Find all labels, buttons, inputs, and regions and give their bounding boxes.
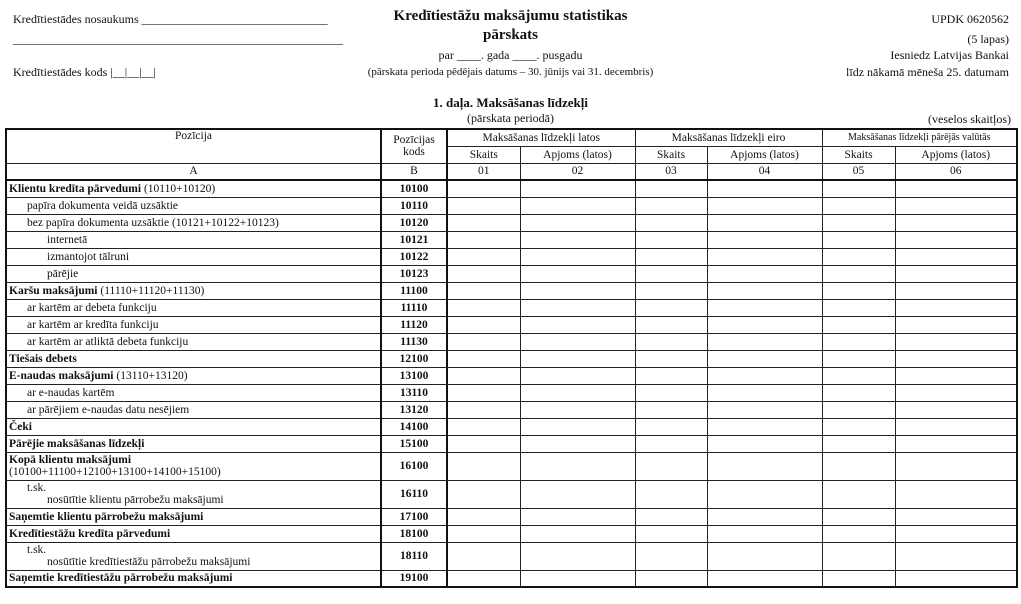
data-cell[interactable] [895,542,1017,570]
table-row [6,401,1017,418]
data-cell[interactable] [635,435,707,452]
institution-name-field-line2[interactable]: _______________________________________________________ [13,32,343,46]
data-cell[interactable] [635,282,707,299]
data-cell[interactable] [895,367,1017,384]
data-cell[interactable] [895,214,1017,231]
row-code: 16100 [381,452,447,480]
data-cell[interactable] [707,367,822,384]
data-cell[interactable] [447,248,520,265]
row-code: 15100 [381,435,447,452]
data-cell[interactable] [895,401,1017,418]
data-cell[interactable] [822,265,895,282]
data-cell[interactable] [707,265,822,282]
data-cell[interactable] [520,350,635,367]
row-code: 10110 [381,197,447,214]
data-cell[interactable] [447,435,520,452]
col-num-02: 02 [520,163,635,180]
group-header-euro: Maksāšanas līdzekļi eiro [635,129,822,146]
row-label: Saņemtie klientu pārrobežu maksājumi [6,508,381,525]
data-cell[interactable] [895,299,1017,316]
col-letter-a: A [6,163,381,180]
row-code: 11130 [381,333,447,350]
row-label: Karšu maksājumi (11110+11120+11130) [6,282,381,299]
data-cell[interactable] [635,525,707,542]
data-cell[interactable] [447,384,520,401]
data-cell[interactable] [707,508,822,525]
data-cell[interactable] [447,480,520,508]
data-cell[interactable] [707,282,822,299]
table-row [6,508,1017,525]
form-code: UPDK 0620562 [931,12,1009,26]
data-cell[interactable] [520,282,635,299]
sub-header-volume: Apjoms (latos) [707,146,822,163]
sub-header-count: Skaits [635,146,707,163]
data-cell[interactable] [520,525,635,542]
data-cell[interactable] [822,333,895,350]
data-cell[interactable] [520,197,635,214]
data-cell[interactable] [447,282,520,299]
data-cell[interactable] [447,299,520,316]
table-row [6,418,1017,435]
data-cell[interactable] [447,570,520,587]
data-cell[interactable] [822,384,895,401]
data-cell[interactable] [822,401,895,418]
data-cell[interactable] [895,570,1017,587]
row-code: 17100 [381,508,447,525]
group-header-other: Maksāšanas līdzekļi pārējās valūtās [822,129,1017,146]
col-header-position: Pozīcija [6,129,381,163]
table-row [6,299,1017,316]
row-code: 11110 [381,299,447,316]
data-cell[interactable] [822,180,895,197]
data-cell[interactable] [707,452,822,480]
data-cell[interactable] [447,542,520,570]
data-cell[interactable] [822,418,895,435]
data-cell[interactable] [635,248,707,265]
data-cell[interactable] [635,542,707,570]
col-letter-b: B [381,163,447,180]
institution-code-label: Kredītiestādes kods [13,65,108,79]
data-cell[interactable] [447,265,520,282]
col-num-06: 06 [895,163,1017,180]
data-cell[interactable] [895,197,1017,214]
data-cell[interactable] [447,231,520,248]
data-cell[interactable] [707,231,822,248]
table-row [6,231,1017,248]
data-cell[interactable] [707,384,822,401]
data-cell[interactable] [635,384,707,401]
col-num-05: 05 [822,163,895,180]
data-cell[interactable] [895,231,1017,248]
data-cell[interactable] [520,542,635,570]
row-code: 10121 [381,231,447,248]
table-row [6,367,1017,384]
sub-header-volume: Apjoms (latos) [520,146,635,163]
row-code: 18110 [381,542,447,570]
data-cell[interactable] [635,316,707,333]
data-cell[interactable] [635,350,707,367]
data-cell[interactable] [895,316,1017,333]
row-label: pārējie [6,265,381,282]
col-header-code: Pozīcijas kods [381,129,447,163]
data-cell[interactable] [520,418,635,435]
data-cell[interactable] [822,452,895,480]
data-cell[interactable] [822,480,895,508]
data-cell[interactable] [635,508,707,525]
data-cell[interactable] [895,480,1017,508]
data-cell[interactable] [822,299,895,316]
data-cell[interactable] [635,299,707,316]
data-cell[interactable] [520,480,635,508]
row-label: ar kartēm ar kredīta funkciju [6,316,381,333]
data-cell[interactable] [520,508,635,525]
data-cell[interactable] [635,197,707,214]
deadline: līdz nākamā mēneša 25. datumam [846,65,1009,79]
data-cell[interactable] [447,367,520,384]
unit-note: (veselos skaitļos) [928,112,1011,126]
data-cell[interactable] [707,214,822,231]
table-row [6,197,1017,214]
institution-code-boxes[interactable]: |__|__|__| [110,65,156,79]
data-cell[interactable] [707,570,822,587]
data-cell[interactable] [895,180,1017,197]
row-code: 19100 [381,570,447,587]
data-cell[interactable] [895,384,1017,401]
table-row [6,480,1017,508]
col-num-03: 03 [635,163,707,180]
row-code: 10122 [381,248,447,265]
data-cell[interactable] [520,180,635,197]
data-cell[interactable] [635,452,707,480]
data-cell[interactable] [520,570,635,587]
row-label: Kredītiestāžu kredīta pārvedumi [6,525,381,542]
row-label: t.sk. nosūtītie kredītiestāžu pārrobežu maksājumi [6,542,381,570]
data-cell[interactable] [520,299,635,316]
row-code: 10120 [381,214,447,231]
data-cell[interactable] [707,418,822,435]
data-cell[interactable] [707,333,822,350]
data-cell[interactable] [895,525,1017,542]
data-cell[interactable] [822,508,895,525]
data-cell[interactable] [822,570,895,587]
row-code: 14100 [381,418,447,435]
row-label: bez papīra dokumenta uzsāktie (10121+10122+10123) [6,214,381,231]
data-cell[interactable] [635,333,707,350]
data-cell[interactable] [447,180,520,197]
data-cell[interactable] [447,508,520,525]
row-label: ar e-naudas kartēm [6,384,381,401]
data-cell[interactable] [520,401,635,418]
data-cell[interactable] [822,435,895,452]
data-cell[interactable] [895,333,1017,350]
data-cell[interactable] [447,333,520,350]
data-cell[interactable] [822,367,895,384]
row-code: 10100 [381,180,447,197]
data-cell[interactable] [520,435,635,452]
data-cell[interactable] [707,525,822,542]
data-cell[interactable] [707,180,822,197]
table-row [6,333,1017,350]
institution-name-field[interactable]: _______________________________ [141,12,328,26]
data-cell[interactable] [822,316,895,333]
data-cell[interactable] [707,435,822,452]
row-code: 13120 [381,401,447,418]
data-cell[interactable] [822,214,895,231]
data-cell[interactable] [707,401,822,418]
row-label: Kopā klientu maksājumi (10100+11100+12100+13100+14100+15100) [6,452,381,480]
row-code: 11100 [381,282,447,299]
table-row [6,435,1017,452]
sub-header-count: Skaits [822,146,895,163]
row-code: 11120 [381,316,447,333]
sub-header-count: Skaits [447,146,520,163]
row-label: ar pārējiem e-naudas datu nesējiem [6,401,381,418]
data-cell[interactable] [707,480,822,508]
col-num-04: 04 [707,163,822,180]
row-label: E-naudas maksājumi (13110+13120) [6,367,381,384]
table-row [6,214,1017,231]
row-label: t.sk. nosūtītie klientu pārrobežu maksājumi [6,480,381,508]
data-cell[interactable] [447,525,520,542]
data-cell[interactable] [520,452,635,480]
data-cell[interactable] [895,350,1017,367]
data-cell[interactable] [895,418,1017,435]
table-row [6,248,1017,265]
row-code: 13110 [381,384,447,401]
row-label: Pārējie maksāšanas līdzekļi [6,435,381,452]
table-row [6,570,1017,587]
table-row [6,316,1017,333]
data-cell[interactable] [822,542,895,570]
data-cell[interactable] [635,231,707,248]
data-cell[interactable] [707,350,822,367]
col-num-01: 01 [447,163,520,180]
data-cell[interactable] [635,180,707,197]
data-cell[interactable] [895,248,1017,265]
data-cell[interactable] [447,316,520,333]
data-cell[interactable] [635,367,707,384]
data-cell[interactable] [707,299,822,316]
data-cell[interactable] [635,401,707,418]
data-cell[interactable] [447,452,520,480]
row-label: ar kartēm ar atliktā debeta funkciju [6,333,381,350]
data-cell[interactable] [635,214,707,231]
table-row [6,452,1017,480]
sub-header-volume: Apjoms (latos) [895,146,1017,163]
data-cell[interactable] [520,316,635,333]
data-cell[interactable] [822,525,895,542]
data-cell[interactable] [822,231,895,248]
data-cell[interactable] [447,350,520,367]
data-cell[interactable] [635,570,707,587]
row-code: 18100 [381,525,447,542]
data-cell[interactable] [895,435,1017,452]
table-row [6,384,1017,401]
data-cell[interactable] [707,542,822,570]
data-cell[interactable] [895,452,1017,480]
table-row [6,180,1017,197]
pages-count: (5 lapas) [967,32,1009,46]
table-row [6,525,1017,542]
data-cell[interactable] [707,197,822,214]
row-label: papīra dokumenta veidā uzsāktie [6,197,381,214]
data-cell[interactable] [895,282,1017,299]
data-cell[interactable] [822,248,895,265]
data-cell[interactable] [520,248,635,265]
data-cell[interactable] [447,214,520,231]
row-label: Tiešais debets [6,350,381,367]
data-cell[interactable] [895,508,1017,525]
data-cell[interactable] [520,367,635,384]
table-row [6,265,1017,282]
group-header-lats: Maksāšanas līdzekļi latos [447,129,635,146]
row-label: internetā [6,231,381,248]
table-row [6,350,1017,367]
data-cell[interactable] [520,265,635,282]
data-cell[interactable] [520,333,635,350]
data-cell[interactable] [635,418,707,435]
row-label: Klientu kredīta pārvedumi (10110+10120) [6,180,381,197]
table-row [6,542,1017,570]
row-code: 10123 [381,265,447,282]
report-title-line1: Kredītiestāžu maksājumu statistikas [393,8,628,24]
data-cell[interactable] [822,350,895,367]
section-title: 1. daļa. Maksāšanas līdzekļi [433,95,588,110]
row-label: ar kartēm ar debeta funkciju [6,299,381,316]
data-cell[interactable] [635,265,707,282]
data-cell[interactable] [707,248,822,265]
table-row [6,282,1017,299]
data-cell[interactable] [707,316,822,333]
period-note: (pārskata perioda pēdējais datums – 30. jūnijs vai 31. decembris) [367,66,654,78]
payment-statistics-table [5,128,1018,588]
data-cell[interactable] [895,265,1017,282]
data-cell[interactable] [520,384,635,401]
row-code: 13100 [381,367,447,384]
data-cell[interactable] [447,401,520,418]
data-cell[interactable] [822,282,895,299]
data-cell[interactable] [635,480,707,508]
submit-to: Iesniedz Latvijas Bankai [890,48,1009,62]
data-cell[interactable] [520,214,635,231]
row-label: Čeki [6,418,381,435]
report-title-line2: pārskats [482,27,538,43]
period-text[interactable]: par ____. gada ____. pusgadu [438,48,583,62]
section-subtitle: (pārskata periodā) [467,111,554,125]
row-label: izmantojot tālruni [6,248,381,265]
data-cell[interactable] [447,418,520,435]
row-code: 16110 [381,480,447,508]
data-cell[interactable] [822,197,895,214]
row-code: 12100 [381,350,447,367]
data-cell[interactable] [520,231,635,248]
row-label: Saņemtie kredītiestāžu pārrobežu maksājumi [6,570,381,587]
data-cell[interactable] [447,197,520,214]
institution-name-label: Kredītiestādes nosaukums [13,12,139,26]
